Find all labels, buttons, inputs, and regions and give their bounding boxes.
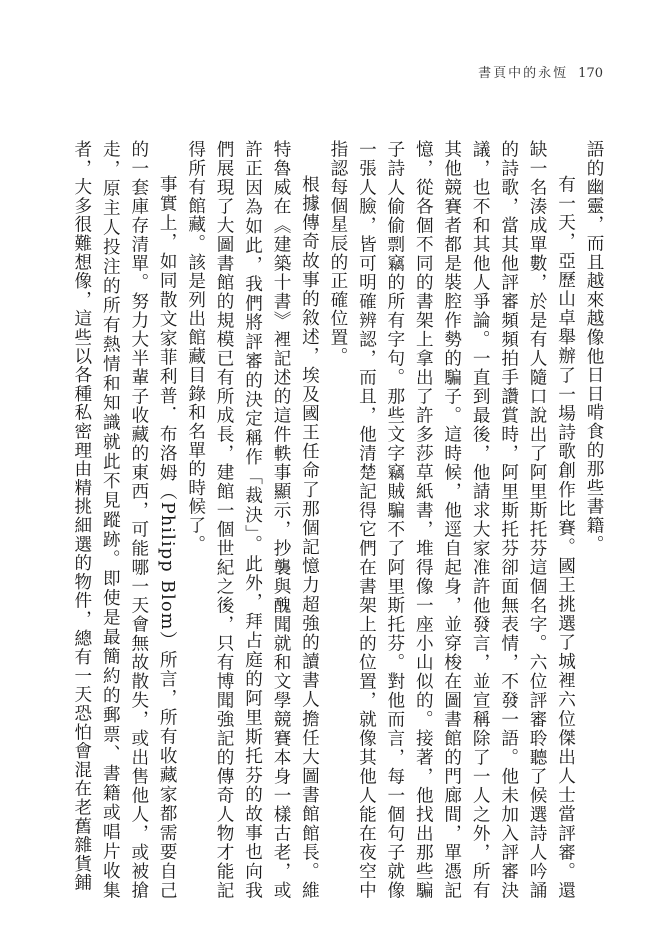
- paragraph: 語的幽靈，而且越來越像他日日啃食的那些書籍。: [584, 140, 604, 554]
- page-number: 170: [578, 66, 603, 81]
- running-title: 書頁中的永恆: [478, 66, 569, 81]
- body-text: [71, 140, 608, 900]
- paragraph: 根據傳奇故事的敘述，埃及國王任命了那個記憶力超強的讀書人擔任大圖書館館長。維特魯威在《建築十書》裡記述的這件軼事顯示，抄襲與醜聞就和文學競賽本身一樣古老，或許正因為如此，我們將評審的決定稱作「裁決」。此外，拜占庭的阿里斯托芬的故事也向我們展現了大圖書館的規模已有所成長，建館一個世紀之後，只有博聞強記的傳奇人物才能記得所有館藏。該是列出館藏目錄和名單的時候了。: [185, 140, 320, 900]
- running-header: [478, 62, 603, 81]
- paragraph: 事實上，如同散文家菲利普．布洛姆（Philipp Blom）所言，所有收藏家都需要自己的一套庫存清單。努力大半輩子收藏的東西，可能哪一天會無故散失，或出售他人，或被搶走，原主人投注的所有熱情和知識就此不見蹤跡。即使是最簡約的郵票、書籍或唱片收集者，大多很難想像，這些以各種私密理由精挑細選的物件，總有一天恐怕會混在老舊雜貨鋪: [71, 140, 178, 900]
- paragraph: 有一天，亞歷山卓舉辦了一場詩歌創作比賽。國王挑選了城裡六位傑出人士當評審。還缺一名湊成單數，於是有人隨口說出了阿里斯托芬這個名字。六位評審聆聽了候選詩人吟誦的詩歌，當其他評審頻頻拍手讚賞時，阿里斯托芬卻面無表情，不發一語。他未加入評審決議，也不和其他人爭論。一直到最後，他請求大家准許他發言，並宣稱除了一人之外，所有其他競賽者都是裝腔作勢的騙子。這時候，他逕自起身，並穿梭在圖書館的門廊間，單憑記憶，從各個不同的書架上拿出了許多莎草紙書，堆得像一座小山似的。接著，他找出那些騙子詩人偷偷剽竊的所有字句。那些文字竊賊騙不了阿里斯托芬。對他而言，每一個句子就像一張人臉，皆可明確辨認，而且，他清楚記得它們在書架上的位置，就像其他人能在夜空中指認每個星辰的正確位置。: [327, 140, 576, 900]
